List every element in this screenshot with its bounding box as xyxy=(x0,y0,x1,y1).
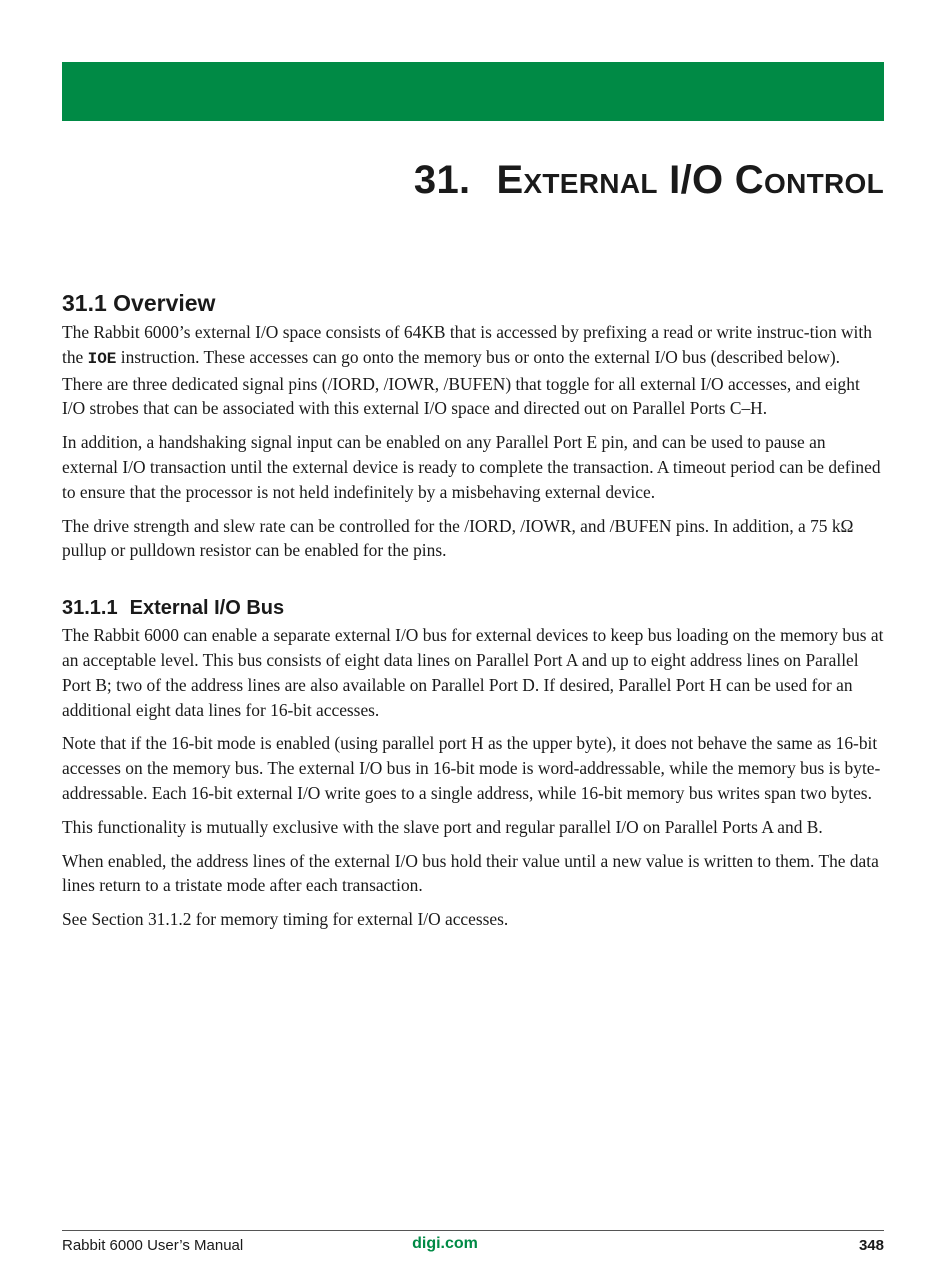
subsection-number: 31.1.1 xyxy=(62,597,118,620)
chapter-title xyxy=(414,154,884,206)
overview-p1-text-a: The Rabbit 6000’s external I/O space consists of 64KB that is accessed by prefixing a read or write instruc-tion with the xyxy=(62,322,872,367)
section-heading-overview: 31.1 Overview xyxy=(62,290,216,316)
bus-paragraph-4: When enabled, the address lines of the external I/O bus hold their value until a new value is written to them. The data lines return to a tristate mode after each transaction. xyxy=(62,850,879,896)
subsection-title: External I/O Bus xyxy=(129,597,285,620)
footer-page-number: 348 xyxy=(858,1237,884,1254)
chapter-title-text: External I/O Control xyxy=(496,158,884,202)
footer-divider xyxy=(62,1230,884,1231)
ioe-code: IOE xyxy=(87,349,117,368)
overview-p1-text-b: instruction. These accesses can go onto the memory bus or onto the external I/O bus (described below). There are three dedicated signal pins (/IORD, /IOWR, /BUFEN) that toggle for all external I/O accesses, and eight I/O strobes that can be associated with this external I/O space and directed out on Parallel Ports C–H. xyxy=(62,346,860,419)
bus-paragraph-5: See Section 31.1.2 for memory timing for external I/O accesses. xyxy=(62,909,509,930)
header-color-bar xyxy=(62,62,884,121)
chapter-number: 31. xyxy=(413,158,471,202)
subsection-heading-external-io-bus xyxy=(62,593,884,623)
overview-paragraph-1 xyxy=(62,320,884,421)
page-body xyxy=(62,286,884,941)
footer-manual-title: Rabbit 6000 User’s Manual xyxy=(62,1237,244,1254)
footer-website-link[interactable]: digi.com xyxy=(412,1235,478,1252)
bus-paragraph-3: This functionality is mutually exclusive with the slave port and regular parallel I/O on Parallel Ports A and B. xyxy=(62,816,823,837)
bus-paragraph-1: The Rabbit 6000 can enable a separate external I/O bus for external devices to keep bus loading on the memory bus at an acceptable level. This bus consists of eight data lines on Parallel Port A and up to eight address lines on Parallel Port B; two of the address lines are also available on Parallel Port D. If desired, Parallel Port H can be used for an additional eight data lines for 16-bit accesses. xyxy=(62,625,884,720)
bus-paragraph-2: Note that if the 16-bit mode is enabled (using parallel port H as the upper byte), it does not behave the same as 16-bit accesses on the memory bus. The external I/O bus in 16-bit mode is word-addressable, while the memory bus is byte-addressable. Each 16-bit external I/O write goes to a single address, while 16-bit memory bus writes span two bytes. xyxy=(62,733,881,803)
overview-paragraph-2: In addition, a handshaking signal input can be enabled on any Parallel Port E pin, and can be used to pause an external I/O transaction until the external device is ready to complete the transaction. A timeout period can be defined to ensure that the processor is not held indefinitely by a misbehaving external device. xyxy=(62,432,881,502)
overview-paragraph-3: The drive strength and slew rate can be controlled for the /IORD, /IOWR, and /BUFEN pins. In addition, a 75 kΩ pullup or pulldown resistor can be enabled for the pins. xyxy=(62,515,854,561)
